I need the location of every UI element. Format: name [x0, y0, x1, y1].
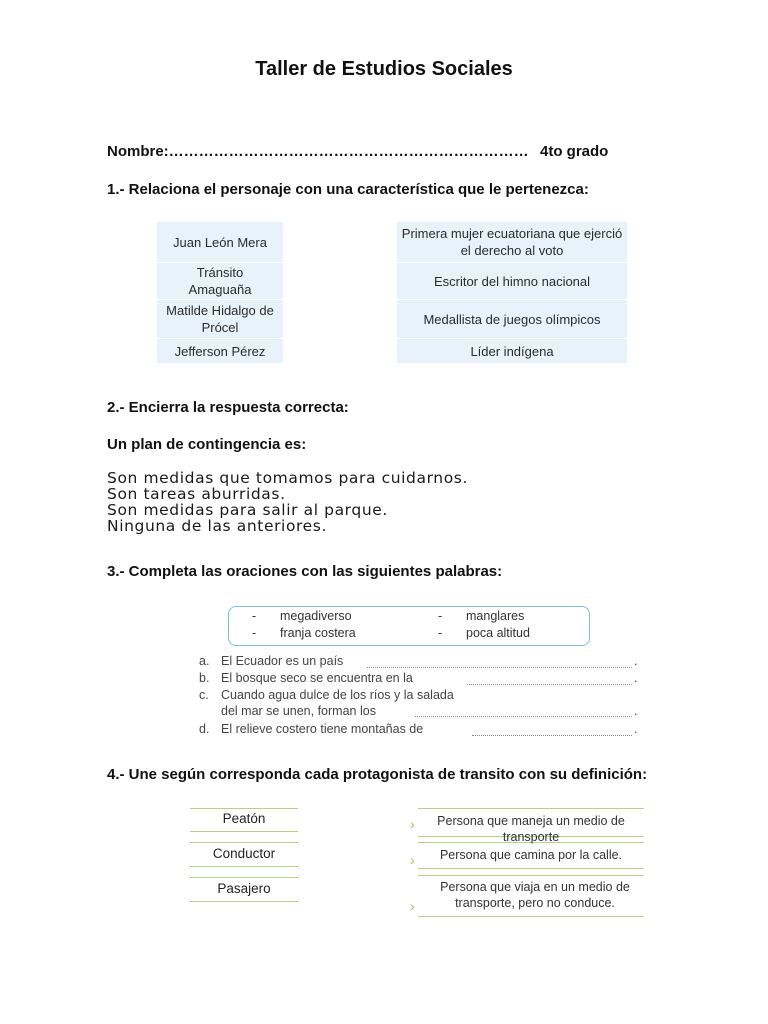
trait-text: Escritor del himno nacional	[433, 273, 591, 289]
word-bank-item: manglares	[466, 609, 525, 623]
blank-line[interactable]	[367, 667, 632, 668]
bullet: -	[438, 609, 443, 623]
transit-term[interactable]: Pasajero	[217, 881, 271, 896]
trait-text: Medallista de juegos olímpicos	[423, 311, 601, 327]
person-name: Matilde Hidalgo de Prócel	[166, 303, 274, 335]
divider	[418, 875, 644, 876]
trait-box	[397, 263, 627, 299]
transit-definition[interactable]: Persona que camina por la calle.	[439, 848, 623, 862]
person-name: Tránsito Amaguaña	[188, 265, 252, 297]
answer-option[interactable]: Son medidas que tomamos para cuidarnos.	[107, 469, 468, 487]
divider	[190, 877, 298, 878]
word-bank-item: franja costera	[280, 626, 356, 640]
transit-term[interactable]: Peatón	[222, 811, 266, 826]
bullet: -	[438, 626, 443, 640]
end-mark: .	[634, 671, 638, 685]
divider	[190, 842, 298, 843]
sentence-letter: b.	[199, 671, 210, 685]
divider	[418, 916, 644, 917]
trait-text: Primera mujer ecuatoriana que ejerció el derecho al voto	[401, 226, 623, 258]
person-box	[157, 300, 283, 338]
sentence-text: del mar se unen, forman los	[221, 704, 376, 718]
transit-definition[interactable]: Persona que maneja un medio de transporte	[437, 814, 625, 844]
question-4-prompt: 4.- Une según corresponda cada protagonista de transito con su definición:	[107, 766, 648, 783]
page-title: Taller de Estudios Sociales	[255, 58, 513, 80]
trait-box	[397, 339, 627, 363]
answer-option[interactable]: Son medidas para salir al parque.	[107, 501, 388, 519]
trait-text: Líder indígena	[470, 343, 554, 359]
question-1-prompt: 1.- Relaciona el personaje con una característica que le pertenezca:	[107, 181, 589, 198]
grade-label: 4to grado	[540, 143, 609, 160]
end-mark: .	[634, 722, 638, 736]
blank-line[interactable]	[415, 716, 632, 717]
trait-box	[397, 222, 627, 262]
sentence-text: El relieve costero tiene montañas de	[221, 722, 424, 736]
bullet: -	[252, 626, 257, 640]
transit-term[interactable]: Conductor	[212, 846, 276, 861]
name-field-label: Nombre:………………………………………………………………	[107, 143, 529, 160]
end-mark: .	[634, 654, 638, 668]
question-2-prompt: 2.- Encierra la respuesta correcta:	[107, 399, 349, 416]
answer-option[interactable]: Ninguna de las anteriores.	[107, 517, 328, 535]
chevron-right-icon: ›	[410, 852, 415, 868]
answer-option[interactable]: Son tareas aburridas.	[107, 485, 286, 503]
person-box	[157, 222, 283, 262]
divider	[418, 868, 644, 869]
word-bank-item: poca altitud	[466, 626, 530, 640]
divider	[190, 866, 298, 867]
blank-line[interactable]	[472, 735, 632, 736]
bullet: -	[252, 609, 257, 623]
chevron-right-icon: ›	[410, 816, 415, 832]
question-3-prompt: 3.- Completa las oraciones con las siguientes palabras:	[107, 563, 503, 580]
sentence-letter: a.	[199, 654, 210, 668]
trait-box	[397, 300, 627, 338]
sentence-letter: c.	[199, 688, 209, 702]
sentence-text: Cuando agua dulce de los ríos y la salada	[221, 688, 454, 702]
sentence-text: El Ecuador es un país	[221, 654, 344, 668]
question-2-question: Un plan de contingencia es:	[107, 436, 307, 453]
person-box	[157, 339, 283, 363]
chevron-right-icon: ›	[410, 898, 415, 914]
sentence-text: El bosque seco se encuentra en la	[221, 671, 413, 685]
person-box	[157, 263, 283, 299]
divider	[190, 901, 298, 902]
word-bank-item: megadiverso	[280, 609, 352, 623]
divider	[418, 808, 644, 809]
sentence-letter: d.	[199, 722, 210, 736]
person-name: Juan León Mera	[173, 234, 267, 250]
divider	[190, 831, 298, 832]
divider	[190, 808, 298, 809]
person-name: Jefferson Pérez	[174, 343, 266, 359]
end-mark: .	[634, 704, 638, 718]
blank-line[interactable]	[467, 684, 632, 685]
transit-definition[interactable]: Persona que viaja en un medio de transporte, pero no conduce.	[440, 880, 630, 910]
